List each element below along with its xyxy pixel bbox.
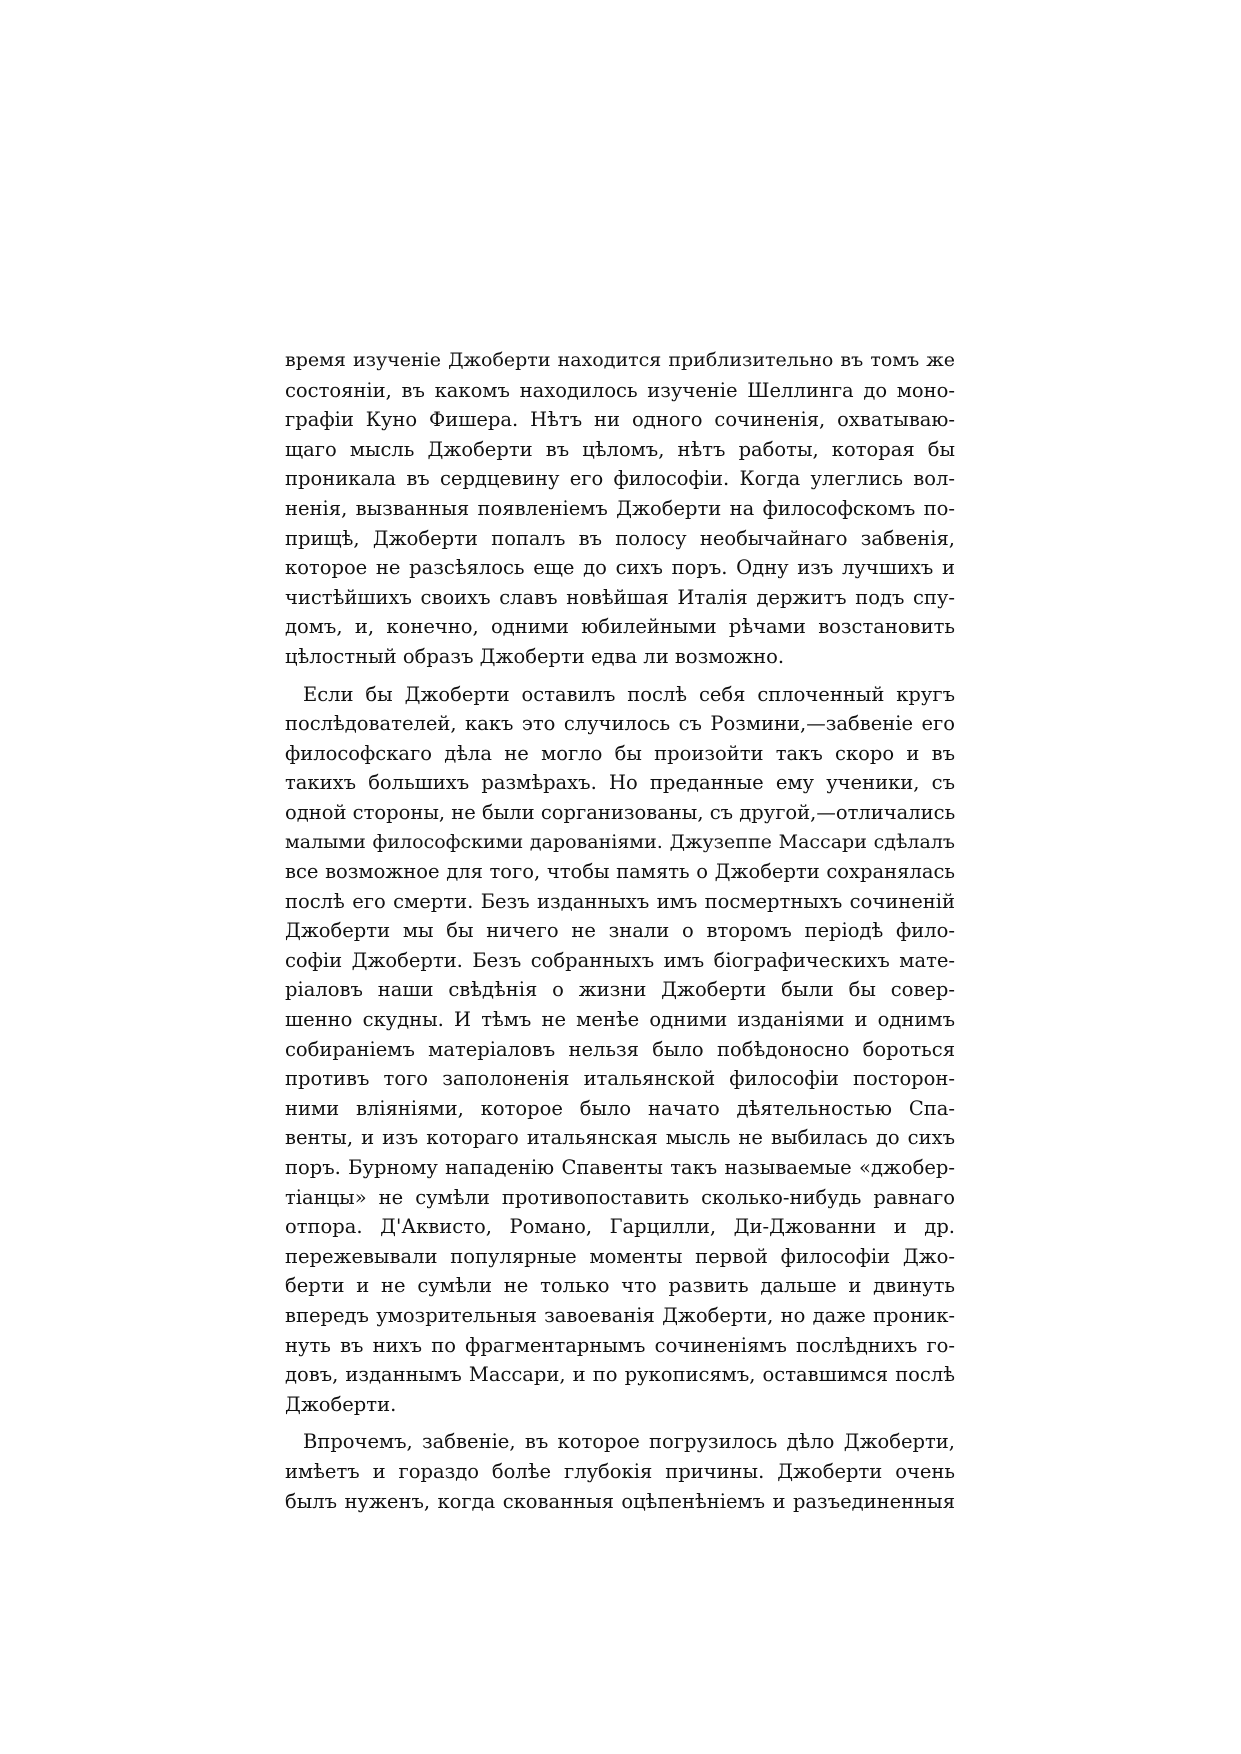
text-line: поръ. Бурному нападенію Спавенты такъ называемые «джобер- [285, 1156, 955, 1180]
text-line: которое не разсѣялось еще до сихъ поръ. Одну изъ лучшихъ и [285, 556, 955, 580]
text-line: пережевывали популярные моменты первой философіи Джо- [285, 1244, 955, 1268]
text-line: малыми философскими дарованіями. Джузеппе Массари сдѣлалъ [285, 830, 955, 853]
text-line: такихъ большихъ размѣрахъ. Но преданные ему ученики, съ [285, 771, 955, 795]
text-line: щаго мысль Джоберти въ цѣломъ, нѣтъ работы, которая бы [285, 437, 955, 461]
text-line: довъ, изданнымъ Массари, и по рукописямъ, оставшимся послѣ [285, 1363, 955, 1387]
text-line: софіи Джоберти. Безъ собранныхъ имъ біографическихъ мате- [285, 948, 955, 972]
text-line: одной стороны, не были сорганизованы, съ другой,—отличались [285, 800, 955, 824]
text-line: тіанцы» не сумѣли противопоставить сколько-нибудь равнаго [285, 1185, 955, 1209]
text-line: собираніемъ матеріаловъ нельзя было побѣдоносно бороться [285, 1037, 955, 1061]
text-line: ненія, вызванныя появленіемъ Джоберти на философскомъ по- [285, 496, 955, 520]
text-line: состояніи, въ какомъ находилось изученіе Шеллинга до моно- [285, 378, 955, 402]
text-line: шенно скудны. И тѣмъ не менѣе одними изданіями и однимъ [285, 1008, 955, 1032]
text-line: послѣ его смерти. Безъ изданныхъ имъ посмертныхъ сочиненій [285, 889, 955, 913]
text-line: впередъ умозрительныя завоеванія Джоберти, но даже проник- [285, 1304, 955, 1327]
text-line: время изученіе Джоберти находится приблизительно въ томъ же [285, 349, 955, 371]
text-line: Впрочемъ, забвеніе, въ которое погрузилось дѣло Джоберти, [303, 1430, 955, 1454]
text-line: нуть въ нихъ по фрагментарнымъ сочиненіямъ послѣднихъ го- [285, 1333, 955, 1357]
paragraph [285, 346, 955, 672]
text-line: графіи Куно Фишера. Нѣтъ ни одного сочиненія, охватываю- [285, 408, 955, 432]
text-line: Джоберти. [285, 1392, 397, 1416]
text-line: все возможное для того, чтобы память о Джоберти сохранялась [285, 860, 955, 884]
text-line: противъ того заполоненія итальянской философіи посторон- [285, 1067, 955, 1091]
text-line: философскаго дѣла не могло бы произойти такъ скоро и въ [285, 741, 955, 765]
text-line: проникала въ сердцевину его философіи. Когда улеглись вол- [285, 467, 955, 491]
text-line: былъ нуженъ, когда скованныя оцѣпенѣніемъ и разъединенныя [285, 1489, 955, 1513]
text-line: цѣлостный образъ Джоберти едва ли возможно. [285, 644, 785, 668]
text-line: берти и не сумѣли не только что развить дальше и двинуть [285, 1274, 955, 1298]
body-text [285, 346, 955, 1516]
text-line: Джоберти мы бы ничего не знали о второмъ періодѣ фило- [285, 919, 955, 943]
text-line: венты, и изъ котораго итальянская мысль не выбилась до сихъ [285, 1126, 955, 1150]
text-line: чистѣйшихъ своихъ славъ новѣйшая Италія держитъ подъ спу- [285, 585, 955, 609]
text-line: прищѣ, Джоберти попалъ въ полосу необычайнаго забвенія, [285, 526, 955, 550]
text-line: отпора. Д'Аквисто, Романо, Гарцилли, Ди-Джованни и др. [285, 1215, 955, 1239]
text-line: имѣетъ и гораздо болѣе глубокія причины. Джоберти очень [285, 1459, 955, 1483]
text-line: Если бы Джоберти оставилъ послѣ себя сплоченный кругъ [303, 682, 955, 706]
paragraph [285, 680, 955, 1420]
text-line: ними вліяніями, которое было начато дѣятельностью Спа- [285, 1096, 955, 1120]
text-line: домъ, и, конечно, одними юбилейными рѣчами возстановить [285, 615, 955, 639]
paragraph [285, 1427, 955, 1516]
text-line: послѣдователей, какъ это случилось съ Розмини,—забвеніе его [285, 712, 955, 736]
text-line: ріаловъ наши свѣдѣнія о жизни Джоберти были бы совер- [285, 978, 955, 1002]
